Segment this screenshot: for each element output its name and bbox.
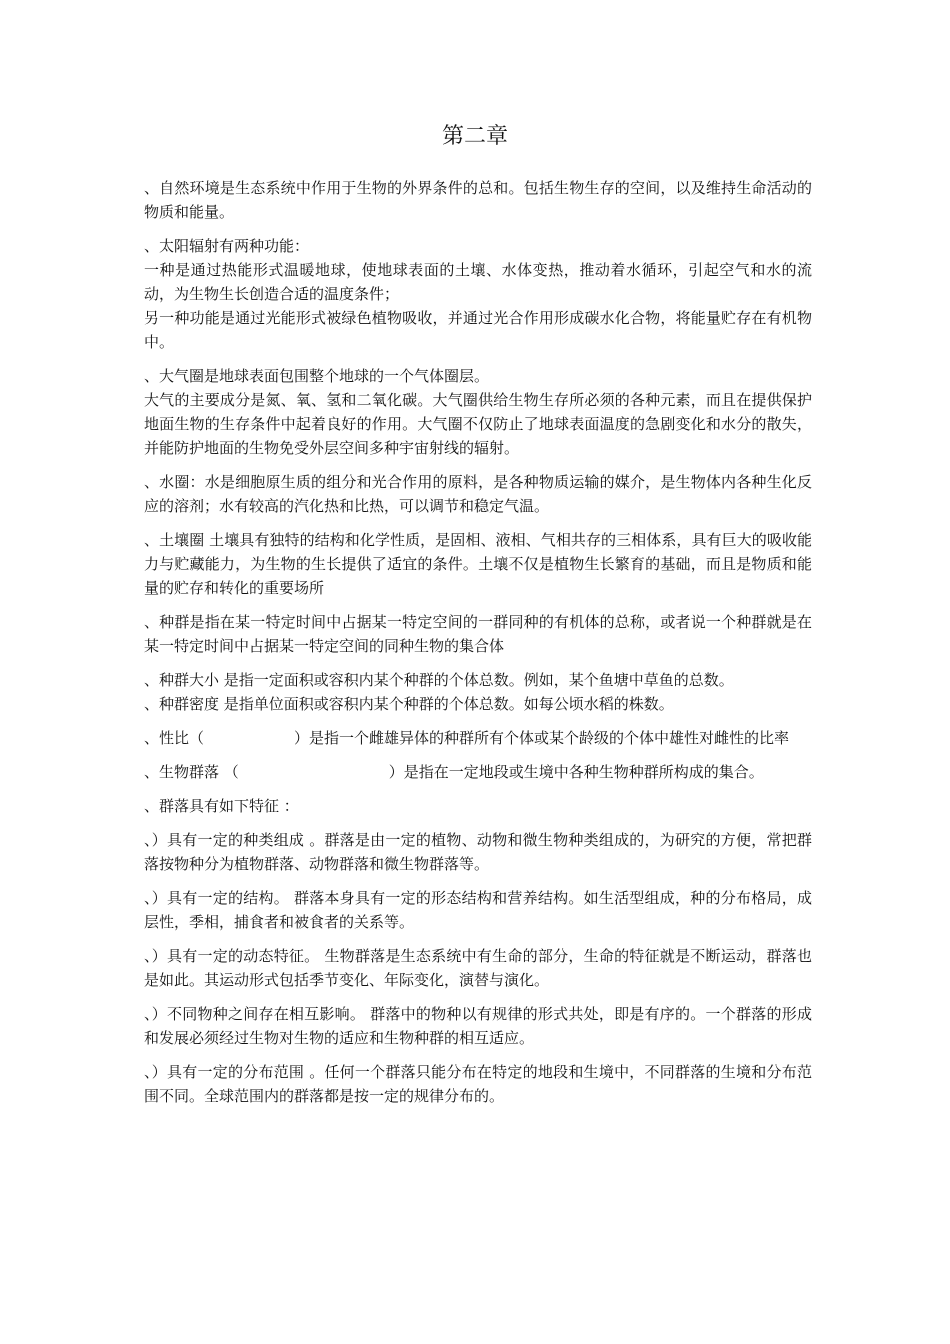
paragraph-line: 、）不同物种之间存在相互影响。 群落中的物种以有规律的形式共处，即是有序的。一个群落的形成和发展必须经过生物对生物的适应和生物种群的相互适应。 — [144, 1005, 812, 1047]
paragraph-line: 、）具有一定的结构。 群落本身具有一定的形态结构和营养结构。如生活型组成，种的分布格局，成层性，季相，捕食者和被食者的关系等。 — [144, 889, 812, 931]
paragraph — [144, 794, 812, 818]
paragraph — [144, 1002, 812, 1050]
paragraph — [144, 944, 812, 992]
paragraph-line: 另一种功能是通过光能形式被绿色植物吸收，并通过光合作用形成碳水化合物，将能量贮存在有机物中。 — [144, 309, 812, 351]
paragraph — [144, 610, 812, 658]
paragraph — [144, 1060, 812, 1108]
paragraph-line: 、）具有一定的种类组成 。群落是由一定的植物、动物和微生物种类组成的，为研究的方便，常把群落按物种分为植物群落、动物群落和微生物群落等。 — [144, 831, 812, 873]
paragraph-line: 、大气圈是地球表面包围整个地球的一个气体圈层。 — [144, 367, 490, 385]
document-body — [144, 176, 812, 1118]
paragraph-line: 、性比（ ）是指一个雌雄异体的种群所有个体或某个龄级的个体中雄性对雌性的比率 — [144, 729, 790, 747]
paragraph-line: 、）具有一定的动态特征。 生物群落是生态系统中有生命的部分，生命的特征就是不断运动，群落也是如此。其运动形式包括季节变化、年际变化，演替与演化。 — [144, 947, 812, 989]
paragraph-line: 、自然环境是生态系统中作用于生物的外界条件的总和。包括生物生存的空间，以及维持生命活动的物质和能量。 — [144, 179, 812, 221]
chapter-title: 第二章 — [441, 124, 508, 149]
paragraph-line: 、生物群落 （ ）是指在一定地段或生境中各种生物种群所构成的集合。 — [144, 763, 764, 781]
paragraph — [144, 234, 812, 354]
paragraph — [144, 828, 812, 876]
paragraph — [144, 528, 812, 600]
paragraph-line: 、群落具有如下特征 ： — [144, 797, 299, 815]
paragraph — [144, 760, 812, 784]
paragraph — [144, 886, 812, 934]
paragraph-line: 、太阳辐射有两种功能： — [144, 237, 310, 255]
paragraph-line: 、种群大小 是指一定面积或容积内某个种群的个体总数。例如，某个鱼塘中草鱼的总数。 — [144, 671, 734, 689]
paragraph — [144, 470, 812, 518]
paragraph-line: 、种群是指在某一特定时间中占据某一特定空间的一群同种的有机体的总称，或者说一个种群就是在某一特定时间中占据某一特定空间的同种生物的集合体 — [144, 613, 812, 655]
paragraph-line: 一种是通过热能形式温暖地球，使地球表面的土壤、水体变热，推动着水循环，引起空气和水的流动，为生物生长创造合适的温度条件； — [144, 261, 812, 303]
paragraph-line: 、水圈：水是细胞原生质的组分和光合作用的原料，是各种物质运输的媒介，是生物体内各种生化反应的溶剂；水有较高的汽化热和比热，可以调节和稳定气温。 — [144, 473, 812, 515]
paragraph-line: 、土壤圈 土壤具有独特的结构和化学性质，是固相、液相、气相共存的三相体系，具有巨大的吸收能力与贮藏能力，为生物的生长提供了适宜的条件。土壤不仅是植物生长繁育的基础，而且是物质和能量的贮存和转化的重要场所 — [144, 531, 812, 597]
paragraph — [144, 726, 812, 750]
paragraph — [144, 668, 812, 716]
paragraph-line: 、种群密度 是指单位面积或容积内某个种群的个体总数。如每公顷水稻的株数。 — [144, 695, 674, 713]
paragraph — [144, 176, 812, 224]
paragraph-line: 大气的主要成分是氮、氧、氢和二氧化碳。大气圈供给生物生存所必须的各种元素，而且在提供保护地面生物的生存条件中起着良好的作用。大气圈不仅防止了地球表面温度的急剧变化和水分的散失，并能防护地面的生物免受外层空间多种宇宙射线的辐射。 — [144, 391, 812, 457]
paragraph-line: 、）具有一定的分布范围 。任何一个群落只能分布在特定的地段和生境中，不同群落的生境和分布范围不同。全球范围内的群落都是按一定的规律分布的。 — [144, 1063, 812, 1105]
paragraph — [144, 364, 812, 460]
